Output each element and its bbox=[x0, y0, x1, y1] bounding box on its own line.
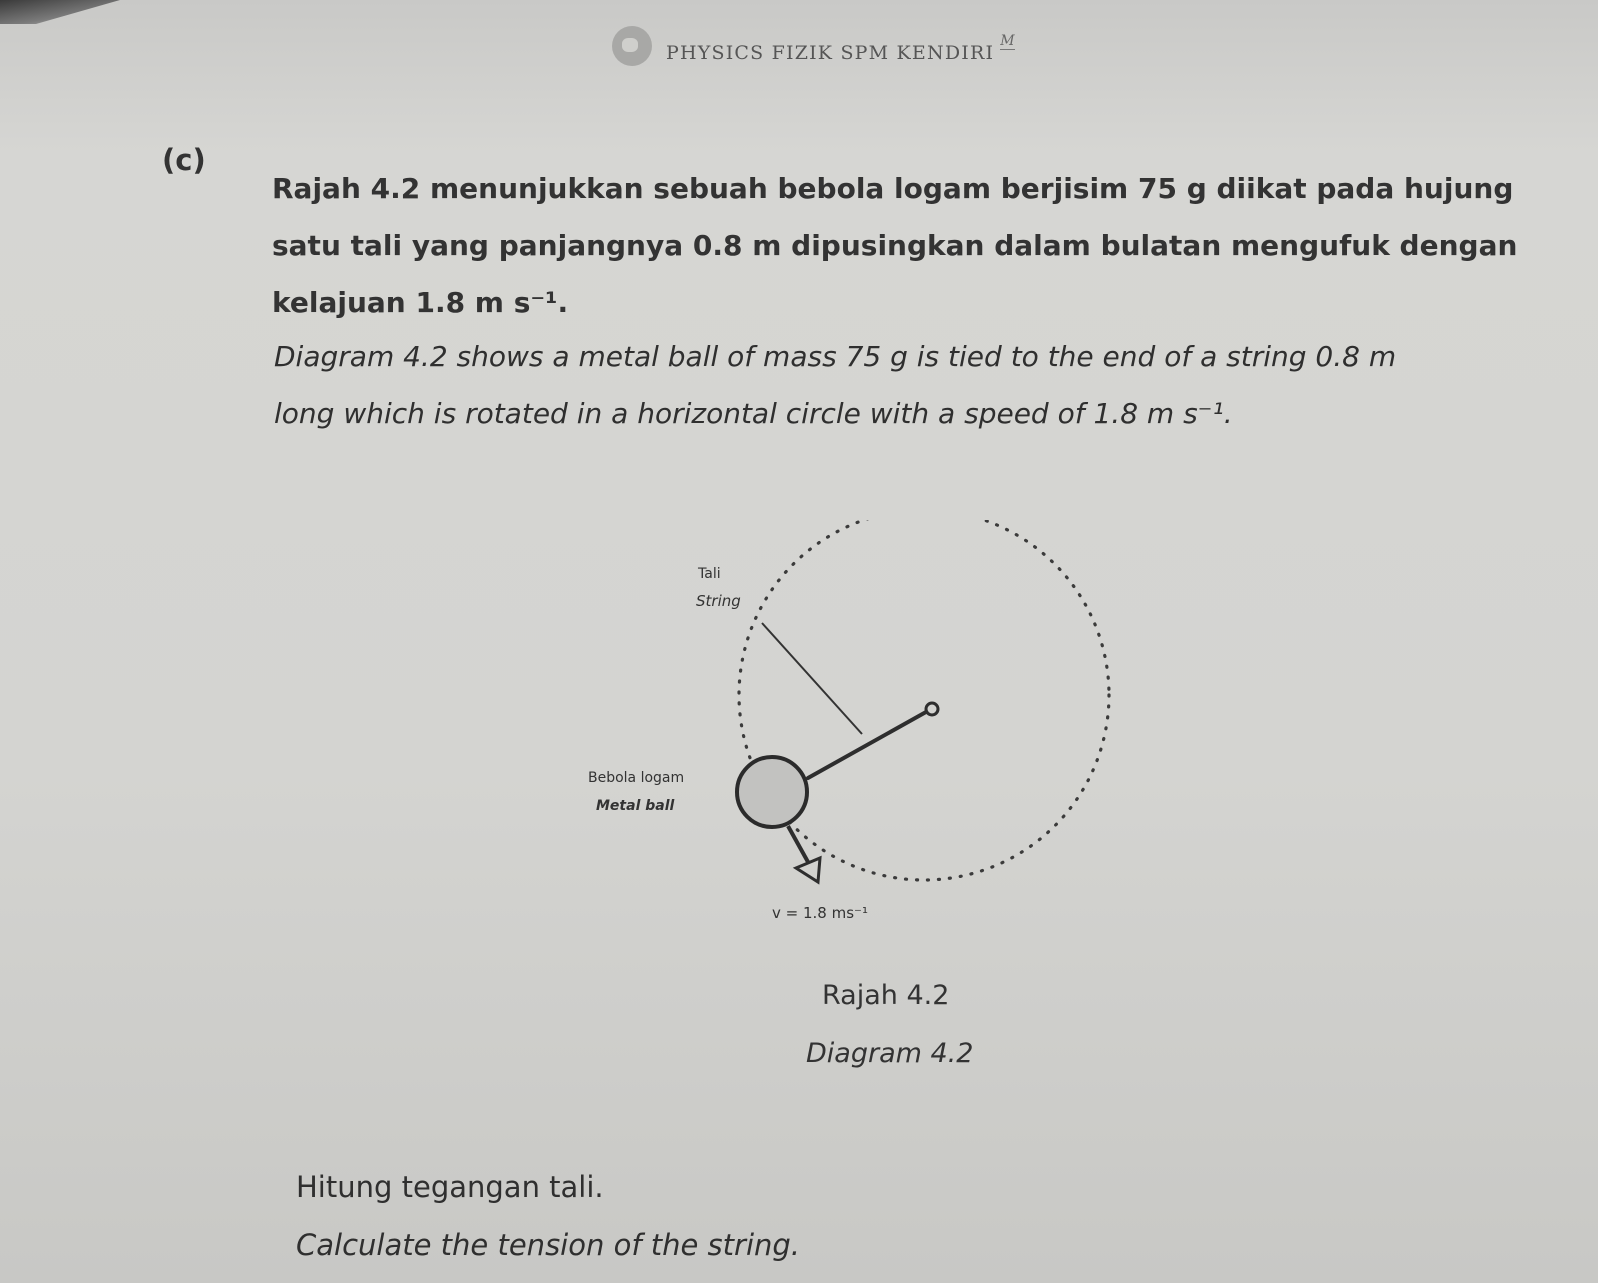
circular-motion-diagram bbox=[560, 520, 1160, 940]
string-label-malay: Tali bbox=[698, 566, 721, 582]
ball-label-english: Metal ball bbox=[596, 798, 675, 814]
caption-english: Diagram 4.2 bbox=[806, 1038, 974, 1069]
metal-ball bbox=[737, 757, 807, 827]
velocity-arrowhead bbox=[796, 858, 820, 882]
question-label: (c) bbox=[162, 143, 206, 177]
pivot-point bbox=[926, 703, 938, 715]
handwritten-mark: M bbox=[1000, 32, 1015, 49]
malay-line-1: Rajah 4.2 menunjukkan sebuah bebola logam berjisim 75 g diikat pada hujung bbox=[272, 172, 1514, 205]
malay-line-2: satu tali yang panjangnya 0.8 m dipusingkan dalam bulatan mengufuk dengan bbox=[272, 229, 1518, 262]
ball-label-malay: Bebola logam bbox=[588, 770, 685, 786]
caption-malay: Rajah 4.2 bbox=[822, 980, 950, 1011]
task-english: Calculate the tension of the string. bbox=[296, 1228, 801, 1262]
page-header bbox=[612, 26, 1015, 66]
malay-line-3: kelajuan 1.8 m s⁻¹. bbox=[272, 286, 569, 319]
english-line-2: long which is rotated in a horizontal circle with a speed of 1.8 m s⁻¹. bbox=[274, 397, 1233, 430]
english-line-1: Diagram 4.2 shows a metal ball of mass 75 g is tied to the end of a string 0.8 m bbox=[274, 340, 1397, 373]
string-label-english: String bbox=[696, 592, 741, 610]
string-leader-line bbox=[762, 623, 862, 734]
photo-edge-shadow bbox=[0, 0, 120, 24]
circular-path bbox=[739, 520, 1109, 880]
velocity-label: v = 1.8 ms⁻¹ bbox=[772, 904, 868, 922]
publisher-logo-icon bbox=[612, 26, 652, 66]
header-title: PHYSICS FIZIK SPM KENDIRI bbox=[666, 42, 995, 64]
task-malay: Hitung tegangan tali. bbox=[296, 1170, 604, 1204]
string-line bbox=[808, 712, 926, 778]
